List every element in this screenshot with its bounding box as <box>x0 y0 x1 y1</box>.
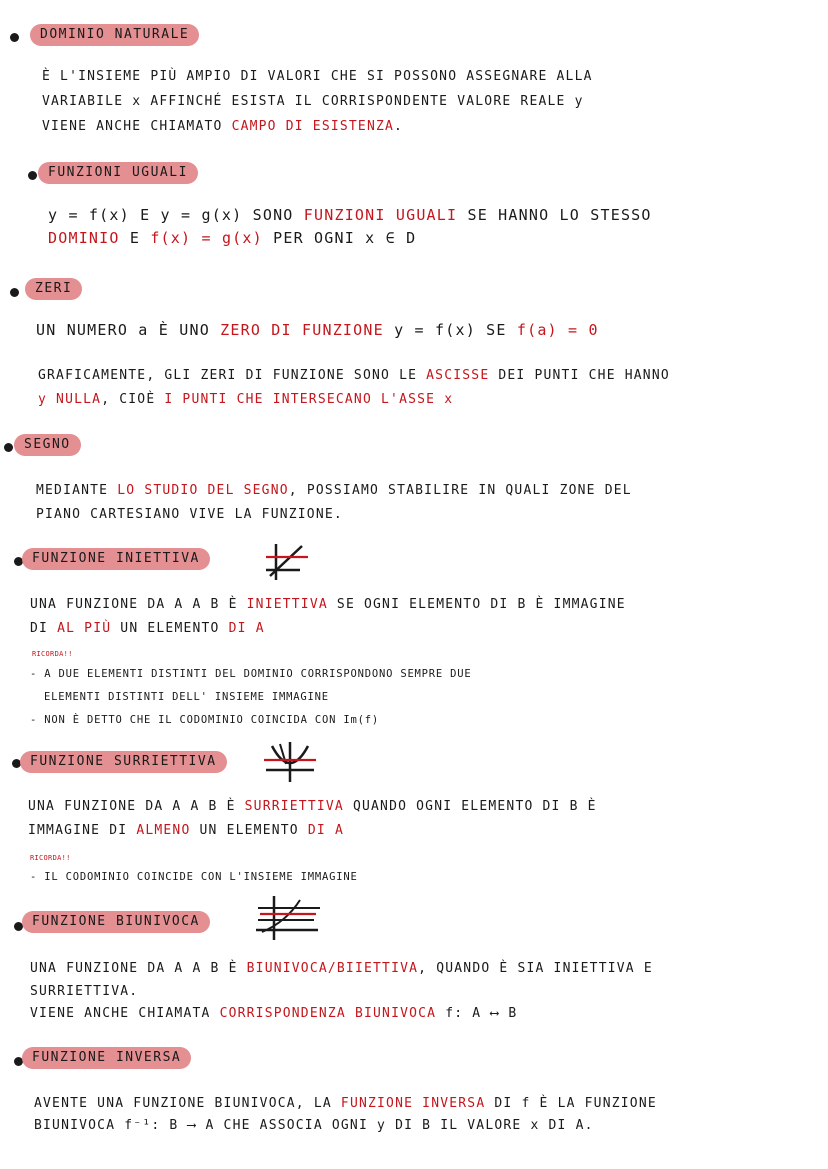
section-title-inversa: FUNZIONE INVERSA <box>22 1047 191 1069</box>
uguali-line-1: y = f(x) E y = g(x) SONO FUNZIONI UGUALI SE HANNO LO STESSO <box>48 206 652 224</box>
suriettiva-line-1: UNA FUNZIONE DA A A B È SURRIETTIVA QUANDO OGNI ELEMENTO DI B È <box>28 799 597 814</box>
dominio-line-2: VARIABILE x AFFINCHÉ ESISTA IL CORRISPONDENTE VALORE REALE y <box>42 94 584 109</box>
ricorda-note: RICORDA!! <box>32 650 73 658</box>
biunivoca-line-2: SURRIETTIVA. <box>30 984 139 999</box>
iniettiva-line-1: UNA FUNZIONE DA A A B È INIETTIVA SE OGNI ELEMENTO DI B È IMMAGINE <box>30 597 626 612</box>
surjective-graph-icon <box>262 740 318 784</box>
bullet <box>4 443 13 452</box>
iniettiva-line-2: DI AL PIÙ UN ELEMENTO DI A <box>30 621 265 636</box>
bullet <box>10 33 19 42</box>
iniettiva-note-1: - A DUE ELEMENTI DISTINTI DEL DOMINIO CORRISPONDONO SEMPRE DUE <box>30 668 472 680</box>
dominio-line-1: È L'INSIEME PIÙ AMPIO DI VALORI CHE SI POSSONO ASSEGNARE ALLA <box>42 69 593 84</box>
campo-esistenza: CAMPO DI ESISTENZA <box>231 119 395 134</box>
segno-line-1: MEDIANTE LO STUDIO DEL SEGNO, POSSIAMO STABILIRE IN QUALI ZONE DEL <box>36 483 632 498</box>
section-title-zeri: ZERI <box>25 278 82 300</box>
zeri-line-3: y NULLA, CIOÈ I PUNTI CHE INTERSECANO L'ASSE x <box>38 392 454 407</box>
injective-graph-icon <box>262 540 310 582</box>
bullet <box>28 171 37 180</box>
iniettiva-note-2: ELEMENTI DISTINTI DELL' INSIEME IMMAGINE <box>44 691 329 703</box>
dominio-line-3: VIENE ANCHE CHIAMATO CAMPO DI ESISTENZA. <box>42 119 404 134</box>
section-title-iniettiva: FUNZIONE INIETTIVA <box>22 548 210 570</box>
section-title-uguali: FUNZIONI UGUALI <box>38 162 198 184</box>
inversa-line-2: BIUNIVOCA f⁻¹: B ⟶ A CHE ASSOCIA OGNI y DI B IL VALORE x DI A. <box>34 1118 594 1133</box>
ricorda-note: RICORDA!! <box>30 854 71 862</box>
segno-line-2: PIANO CARTESIANO VIVE LA FUNZIONE. <box>36 507 343 522</box>
biunivoca-line-1: UNA FUNZIONE DA A A B È BIUNIVOCA/BIIETTIVA, QUANDO È SIA INIETTIVA E <box>30 961 653 976</box>
suriettiva-line-2: IMMAGINE DI ALMENO UN ELEMENTO DI A <box>28 823 344 838</box>
iniettiva-note-3: - NON È DETTO CHE IL CODOMINIO COINCIDA CON Im(f) <box>30 714 379 726</box>
section-title-dominio: DOMINIO NATURALE <box>30 24 199 46</box>
zeri-line-2: GRAFICAMENTE, GLI ZERI DI FUNZIONE SONO LE ASCISSE DEI PUNTI CHE HANNO <box>38 368 670 383</box>
suriettiva-note-1: - IL CODOMINIO COINCIDE CON L'INSIEME IMMAGINE <box>30 871 358 883</box>
bullet <box>10 288 19 297</box>
zeri-line-1: UN NUMERO a È UNO ZERO DI FUNZIONE y = f(x) SE f(a) = 0 <box>36 321 599 339</box>
bijective-graph-icon <box>252 894 322 942</box>
section-title-suriettiva: FUNZIONE SURRIETTIVA <box>20 751 227 773</box>
uguali-line-2: DOMINIO E f(x) = g(x) PER OGNI x ∈ D <box>48 229 417 247</box>
section-title-biunivoca: FUNZIONE BIUNIVOCA <box>22 911 210 933</box>
inversa-line-1: AVENTE UNA FUNZIONE BIUNIVOCA, LA FUNZIONE INVERSA DI f È LA FUNZIONE <box>34 1096 657 1111</box>
biunivoca-line-3: VIENE ANCHE CHIAMATA CORRISPONDENZA BIUNIVOCA f: A ⟷ B <box>30 1006 518 1021</box>
section-title-segno: SEGNO <box>14 434 81 456</box>
